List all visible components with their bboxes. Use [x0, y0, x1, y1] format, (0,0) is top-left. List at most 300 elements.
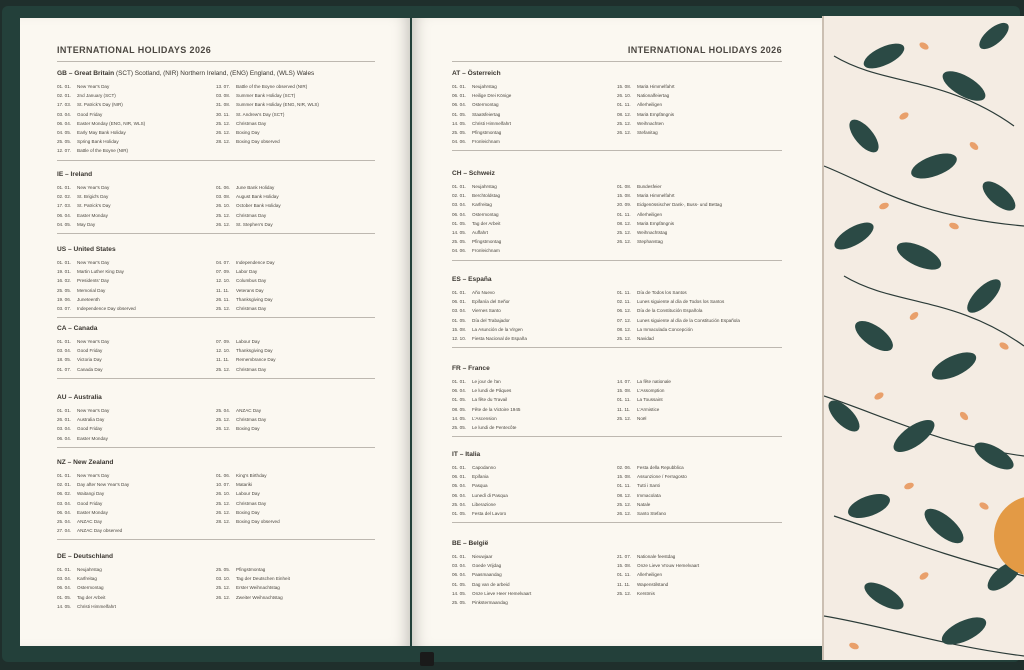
holiday-name: Boxing Day [236, 130, 260, 136]
holiday-column [57, 565, 216, 611]
holiday-row [452, 297, 617, 306]
holiday-date: 25. 04. [57, 519, 72, 525]
country-heading [57, 246, 375, 253]
country-name: DE – Deutschland [57, 553, 114, 560]
holiday-name: Fiesta Nacional de España [472, 336, 527, 342]
holiday-name: Tag der Arbeit [77, 594, 106, 600]
holiday-date: 03. 08. [216, 194, 231, 200]
holiday-name: Goede Vrijdag [472, 563, 502, 569]
holiday-name: Ostermontag [77, 585, 104, 591]
holiday-row [216, 100, 375, 109]
holiday-name: Karfreitag [77, 576, 97, 582]
holiday-date: 06. 12. [617, 308, 632, 314]
holiday-name: Christmas Day [236, 366, 267, 372]
holiday-date: 28. 12. [216, 519, 231, 525]
holiday-row [617, 491, 782, 500]
holiday-date: 01. 01. [57, 84, 72, 89]
holiday-date: 01. 01. [452, 379, 467, 384]
leaf-pattern-illustration [824, 16, 1024, 660]
holiday-date: 02. 01. [57, 482, 72, 488]
holiday-column [617, 463, 782, 518]
holiday-name: Onze Lieve Vrouw Hemelvaart [637, 563, 700, 569]
holiday-name: Victoria Day [77, 357, 102, 363]
holiday-row [452, 598, 617, 607]
holiday-date: 01. 05. [452, 220, 467, 226]
page-title: INTERNATIONAL HOLIDAYS 2026 [627, 45, 782, 55]
holiday-name: Berchtoldstag [472, 193, 501, 199]
holiday-name: Pfingstmontag [472, 130, 502, 136]
holiday-row [617, 570, 782, 579]
holiday-name: June Bank Holiday [236, 185, 275, 190]
holiday-date: 06. 01. [452, 93, 467, 99]
holiday-date: 01. 11. [617, 290, 631, 295]
holiday-row [216, 211, 375, 220]
holiday-name: Easter Monday [77, 212, 108, 218]
holiday-row [57, 295, 216, 304]
holiday-name: La fête nationale [637, 379, 671, 384]
holiday-date: 01. 11. [617, 102, 631, 108]
holiday-name: October Bank Holiday [236, 203, 281, 209]
holiday-name: Lunes siguiente al día de la Constitución Española [637, 317, 740, 323]
orange-fruit-icon [994, 496, 1024, 576]
country-name: GB – Great Britain [57, 70, 115, 77]
holiday-row [617, 589, 782, 598]
holiday-name: Año Nuevo [472, 290, 495, 295]
holiday-row [216, 267, 375, 276]
holiday-name: Day after New Year's Day [77, 482, 130, 488]
holiday-name: Matariki [236, 482, 253, 488]
holiday-name: Columbus Day [236, 278, 267, 284]
holiday-date: 15. 08. [617, 193, 632, 199]
holiday-row [57, 574, 216, 583]
holiday-name: Labor Day [236, 269, 258, 275]
country-section [57, 553, 375, 615]
holiday-date: 01. 11. [617, 397, 631, 403]
holiday-name: Nieuwjaar [472, 554, 493, 559]
holiday-name: Early May Bank Holiday [77, 130, 126, 136]
holiday-date: 26. 12. [617, 511, 632, 517]
holiday-row [452, 200, 617, 209]
holiday-row [57, 593, 216, 602]
holiday-date: 03. 04. [57, 500, 72, 506]
holiday-row [452, 119, 617, 128]
country-name: NZ – New Zealand [57, 459, 114, 466]
holiday-date: 06. 04. [57, 120, 72, 126]
holiday-name: New Year's Day [77, 185, 110, 190]
holiday-name: Mariä Himmelfahrt [637, 193, 675, 199]
holiday-column [57, 406, 216, 443]
holiday-name: ANZAC Day [77, 519, 103, 525]
holiday-column [617, 182, 782, 256]
holiday-column [452, 377, 617, 432]
holiday-name: Tag der Arbeit [472, 220, 501, 226]
holiday-row [452, 589, 617, 598]
country-name: FR – France [452, 365, 490, 372]
holiday-row [617, 100, 782, 109]
holiday-date: 25. 12. [617, 230, 632, 236]
country-section [452, 365, 782, 437]
holiday-name: Día de la Constitución Española [637, 308, 703, 314]
holiday-row [57, 499, 216, 508]
holiday-name: Easter Monday (ENG, NIR, WLS) [77, 120, 146, 126]
holiday-name: Auffahrt [472, 230, 489, 236]
holiday-row [617, 237, 782, 246]
holiday-date: 25. 05. [452, 239, 467, 245]
holiday-date: 01. 01. [57, 185, 72, 190]
holiday-name: Le lundi de Pâques [472, 388, 512, 394]
holiday-row [617, 297, 782, 306]
holiday-date: 01. 01. [57, 567, 72, 572]
holiday-name: St. Andrew's Day (SCT) [236, 111, 285, 117]
country-heading [452, 540, 782, 547]
holiday-name: Christmas Day [236, 120, 267, 126]
holiday-name: Paasmaandag [472, 572, 502, 578]
holiday-column [617, 288, 782, 343]
holiday-column [452, 463, 617, 518]
holiday-row [216, 424, 375, 433]
holiday-name: Kerstmis [637, 590, 655, 596]
holiday-row [216, 415, 375, 424]
holiday-name: Nationale feestdag [637, 554, 676, 559]
holiday-name: Labour Day [236, 491, 260, 497]
holiday-date: 01. 01. [57, 339, 72, 344]
holiday-row [452, 91, 617, 100]
holiday-row [216, 258, 375, 267]
holiday-name: Allerheiligen [637, 211, 663, 217]
holiday-date: 26. 01. [57, 417, 72, 423]
holiday-date: 25. 12. [216, 585, 231, 591]
holiday-date: 25. 05. [452, 130, 467, 136]
country-name: IE – Ireland [57, 171, 93, 178]
holiday-row [57, 565, 216, 574]
holiday-column [216, 82, 375, 156]
holiday-row [57, 267, 216, 276]
holiday-name: Heilige Drei Könige [472, 93, 512, 99]
holiday-date: 25. 12. [216, 417, 231, 423]
holiday-name: Karfreitag [472, 202, 492, 208]
holiday-row [57, 424, 216, 433]
holiday-row [216, 593, 375, 602]
holiday-date: 19. 06. [57, 296, 72, 302]
holiday-name: Allerheiligen [637, 102, 663, 108]
holiday-date: 15. 08. [617, 388, 632, 394]
country-name: US – United States [57, 246, 116, 253]
holiday-row [452, 472, 617, 481]
holiday-name: Christmas Day [236, 306, 267, 312]
holiday-row [57, 183, 216, 192]
holiday-name: Santo Stefano [637, 511, 667, 517]
holiday-row [216, 355, 375, 364]
holiday-row [452, 423, 617, 432]
holiday-row [617, 182, 782, 191]
holiday-date: 14. 05. [452, 120, 467, 126]
holiday-date: 03. 04. [452, 563, 467, 569]
holiday-column [452, 82, 617, 146]
holiday-row [57, 346, 216, 355]
holiday-row [216, 337, 375, 346]
holiday-name: Nationalfeiertag [637, 93, 670, 99]
holiday-date: 26. 12. [216, 509, 231, 515]
holiday-name: Good Friday [77, 348, 103, 354]
holiday-date: 15. 08. [617, 474, 632, 480]
holiday-row [57, 602, 216, 611]
holiday-name: Summer Bank Holiday (SCT) [236, 93, 296, 99]
holiday-column [216, 183, 375, 229]
holiday-name: New Year's Day [77, 408, 110, 413]
holiday-name: Australia Day [77, 417, 105, 423]
holiday-date: 12. 07. [57, 148, 72, 154]
holiday-row [452, 82, 617, 91]
holiday-name: Christi Himmelfahrt [472, 120, 512, 126]
holiday-row [57, 508, 216, 517]
holiday-date: 04. 07. [216, 260, 231, 265]
holiday-row [452, 334, 617, 343]
holiday-row [617, 119, 782, 128]
holiday-date: 06. 01. [452, 299, 467, 305]
holiday-date: 03. 04. [452, 202, 467, 208]
holiday-column [216, 471, 375, 535]
holiday-name: Presidents' Day [77, 278, 110, 284]
holiday-date: 11. 11. [216, 357, 230, 363]
holiday-name: New Year's Day [77, 84, 110, 89]
holiday-name: Stefanitag [637, 130, 658, 136]
holiday-name: St. Stephen's Day [236, 221, 273, 227]
holiday-name: Pfingstmontag [472, 239, 502, 245]
holiday-row [452, 100, 617, 109]
holiday-row [617, 91, 782, 100]
holiday-date: 25. 12. [216, 212, 231, 218]
holiday-row [452, 481, 617, 490]
holiday-row [57, 192, 216, 201]
holiday-row [617, 219, 782, 228]
holiday-row [452, 316, 617, 325]
right-page [412, 18, 822, 646]
holiday-date: 05. 04. [452, 483, 467, 489]
country-section [452, 276, 782, 348]
holiday-row [57, 517, 216, 526]
holiday-name: L'Assomption [637, 388, 665, 394]
holiday-name: Neujahrstag [472, 84, 497, 89]
holiday-date: 08. 12. [617, 220, 632, 226]
holiday-date: 01. 11. [617, 572, 631, 578]
holiday-row [216, 192, 375, 201]
holiday-row [216, 91, 375, 100]
holiday-row [216, 471, 375, 480]
holiday-name: Mariä Himmelfahrt [637, 84, 675, 89]
holiday-row [57, 337, 216, 346]
holiday-date: 01. 11. [617, 211, 631, 217]
holiday-date: 04. 06. [452, 139, 467, 145]
holiday-date: 01. 06. [216, 473, 231, 478]
country-section [57, 70, 375, 161]
holiday-row [57, 128, 216, 137]
holiday-date: 01. 01. [452, 290, 467, 295]
holiday-row [452, 325, 617, 334]
holiday-date: 01. 11. [617, 483, 631, 489]
holiday-row [452, 580, 617, 589]
holiday-date: 10. 07. [216, 482, 231, 488]
holiday-date: 03. 04. [57, 111, 72, 117]
holiday-row [57, 365, 216, 374]
holiday-row [57, 137, 216, 146]
holiday-row [617, 472, 782, 481]
holiday-date: 04. 05. [57, 130, 72, 136]
holiday-name: King's Birthday [236, 473, 267, 478]
holiday-row [452, 414, 617, 423]
holiday-name: Dag van de arbeid [472, 581, 510, 587]
holiday-row [452, 395, 617, 404]
holiday-name: Erster Weihnachtstag [236, 585, 280, 591]
holiday-date: 26. 10. [617, 93, 632, 99]
holiday-row [452, 228, 617, 237]
holiday-row [216, 489, 375, 498]
country-heading [57, 553, 375, 560]
holiday-name: Pinkstermaandag [472, 600, 508, 606]
holiday-row [216, 574, 375, 583]
holiday-date: 25. 12. [617, 590, 632, 596]
holiday-row [617, 228, 782, 237]
holiday-name: Waitangi Day [77, 491, 105, 497]
holiday-name: Christmas Day [236, 500, 267, 506]
holiday-row [452, 110, 617, 119]
holiday-date: 26. 12. [216, 426, 231, 432]
holiday-date: 01. 01. [452, 84, 467, 89]
holiday-name: Onze Lieve Heer Hemelvaart [472, 590, 532, 596]
holiday-date: 01. 01. [452, 465, 467, 470]
holiday-row [216, 295, 375, 304]
holiday-name: Good Friday [77, 426, 103, 432]
holiday-name: Christmas Day [236, 212, 267, 218]
holiday-name: St. Patrick's Day [77, 203, 111, 209]
holiday-row [452, 246, 617, 255]
holiday-date: 25. 05. [452, 425, 467, 431]
holiday-date: 26. 12. [617, 239, 632, 245]
holiday-name: Boxing Day [236, 509, 260, 515]
holiday-row [617, 210, 782, 219]
holiday-row [57, 355, 216, 364]
holiday-name: Immacolata [637, 492, 661, 498]
holiday-name: Veterans Day [236, 287, 264, 293]
holiday-name: Ostermontag [472, 211, 499, 217]
holiday-row [57, 406, 216, 415]
holiday-name: Independence Day [236, 260, 275, 265]
holiday-row [57, 471, 216, 480]
holiday-name: St. Brigid's Day [77, 194, 109, 200]
holiday-name: La fête du Travail [472, 397, 508, 403]
holiday-row [452, 386, 617, 395]
holiday-row [617, 288, 782, 297]
holiday-date: 30. 11. [216, 111, 230, 117]
country-heading [452, 170, 782, 177]
holiday-date: 03. 08. [216, 93, 231, 99]
holiday-name: L'Ascension [472, 415, 497, 421]
holiday-name: Eidgenössischer Dank-, Buss- und Bettag [637, 202, 723, 208]
holiday-row [452, 237, 617, 246]
holiday-row [216, 183, 375, 192]
holiday-date: 14. 05. [452, 230, 467, 236]
holiday-date: 01. 01. [57, 473, 72, 478]
holiday-name: Festa della Repubblica [637, 465, 684, 470]
holiday-row [452, 210, 617, 219]
holiday-date: 15. 08. [452, 326, 467, 332]
holiday-date: 13. 07. [216, 84, 231, 89]
holiday-date: 25. 12. [617, 415, 632, 421]
holiday-name: Allerheiligen [637, 572, 663, 578]
holiday-name: Epifania [472, 474, 489, 480]
holiday-row [216, 304, 375, 313]
holiday-row [57, 434, 216, 443]
holiday-row [57, 201, 216, 210]
holiday-row [216, 480, 375, 489]
holiday-row [617, 82, 782, 91]
holiday-row [216, 517, 375, 526]
holiday-date: 03. 04. [57, 426, 72, 432]
holiday-date: 06. 04. [57, 509, 72, 515]
holiday-row [216, 346, 375, 355]
holiday-name: La Inmaculada Concepción [637, 326, 693, 332]
holiday-date: 25. 04. [216, 408, 231, 413]
holiday-name: Fronleichnam [472, 248, 500, 254]
holiday-row [617, 200, 782, 209]
holiday-name: Boxing Day [236, 426, 260, 432]
holiday-name: Le jour de l'an [472, 379, 501, 384]
holiday-name: Liberazione [472, 501, 496, 507]
country-section [57, 246, 375, 318]
holiday-row [57, 110, 216, 119]
holiday-name: Bundesfeier [637, 184, 662, 189]
holiday-name: Christi Himmelfahrt [77, 603, 117, 609]
country-name: CH – Schweiz [452, 170, 495, 177]
holiday-date: 01. 01. [452, 554, 467, 559]
holiday-row [57, 91, 216, 100]
holiday-row [57, 258, 216, 267]
holiday-date: 17. 03. [57, 102, 72, 108]
holiday-row [216, 110, 375, 119]
country-heading [57, 70, 375, 77]
title-divider [452, 61, 782, 62]
holiday-column [57, 258, 216, 313]
holiday-date: 25. 05. [452, 600, 467, 606]
holiday-date: 01. 05. [452, 581, 467, 587]
holiday-row [216, 508, 375, 517]
holiday-date: 03. 04. [57, 576, 72, 582]
holiday-date: 17. 03. [57, 203, 72, 209]
holiday-row [216, 406, 375, 415]
holiday-row [216, 201, 375, 210]
holiday-name: Boxing Day observed [236, 519, 280, 525]
holiday-name: Canada Day [77, 366, 103, 372]
holiday-date: 25. 05. [57, 287, 72, 293]
country-heading [452, 451, 782, 458]
holiday-date: 06. 01. [452, 474, 467, 480]
holiday-name: ANZAC Day [236, 408, 262, 413]
holiday-name: Stephanstag [637, 239, 663, 245]
holiday-row [216, 583, 375, 592]
holiday-date: 08. 12. [617, 111, 632, 117]
holiday-date: 16. 02. [57, 278, 72, 284]
holiday-date: 02. 01. [57, 93, 72, 99]
holiday-name: Capodanno [472, 465, 496, 470]
holiday-name: Weihnachtstag [637, 230, 668, 236]
holiday-date: 06. 02. [57, 491, 72, 497]
country-name: IT – Italia [452, 451, 481, 458]
holiday-row [452, 306, 617, 315]
holiday-date: 01. 07. [57, 366, 72, 372]
holiday-date: 11. 11. [216, 287, 230, 293]
holiday-date: 11. 11. [617, 581, 631, 587]
holiday-date: 25. 12. [216, 306, 231, 312]
holiday-date: 25. 12. [617, 336, 632, 342]
